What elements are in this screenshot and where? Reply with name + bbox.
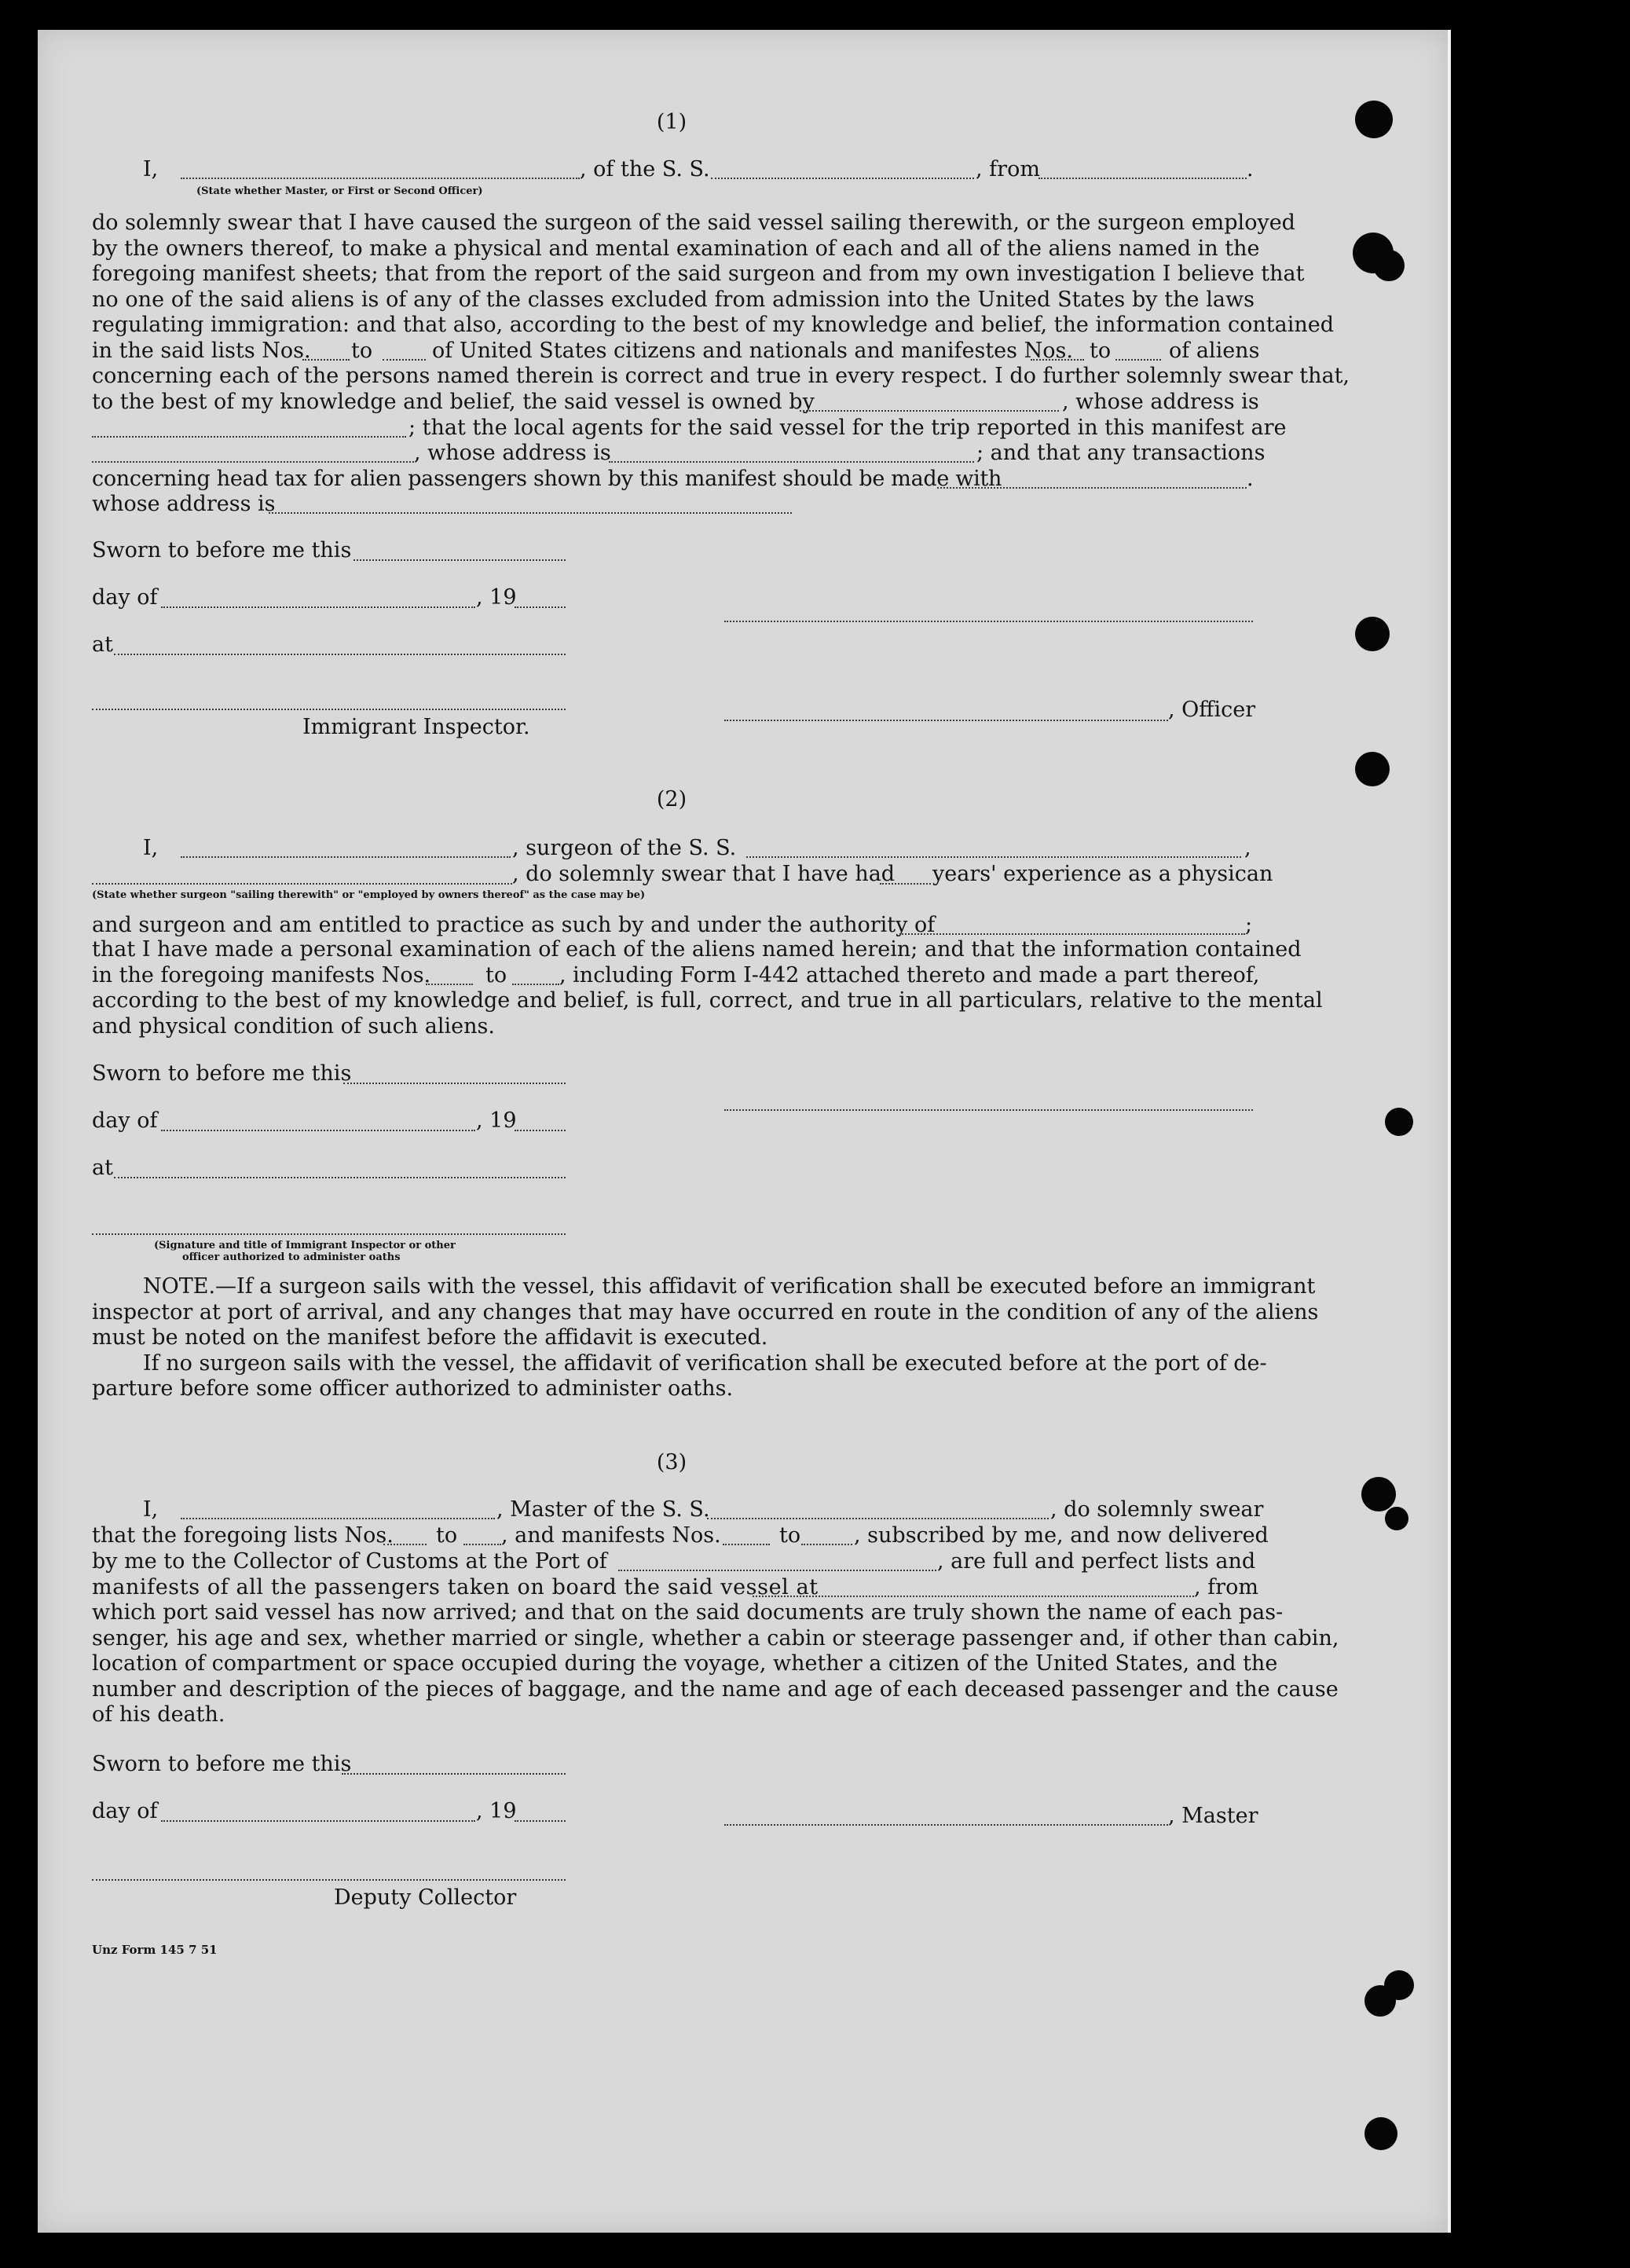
lists-from-field[interactable] — [383, 1544, 427, 1545]
vessel-name-field[interactable] — [711, 178, 974, 179]
oath3-text-line: number and description of the pieces of baggage, and the name and age of each deceased passenger and the cause — [92, 1676, 1339, 1702]
punch-hole — [1373, 250, 1405, 281]
officer-name-field[interactable] — [181, 178, 580, 179]
sworn-label: Sworn to before me this — [92, 1752, 352, 1776]
to-label: to — [1090, 339, 1112, 363]
oath1-from: , from — [976, 157, 1040, 181]
master-of-label: , Master of the S. S. — [496, 1497, 710, 1522]
boarding-port-field[interactable] — [753, 1596, 1194, 1597]
section-3-number: (3) — [656, 1450, 687, 1475]
at-field[interactable] — [114, 654, 566, 655]
punch-hole — [1364, 2117, 1397, 2150]
punch-hole — [1355, 617, 1390, 651]
master-name-field[interactable] — [181, 1518, 495, 1519]
oath2-i: I, — [143, 836, 159, 860]
surgeon-vessel-field[interactable] — [746, 856, 1241, 858]
master-signature-line[interactable] — [724, 1824, 1168, 1826]
at-field[interactable] — [114, 1177, 566, 1178]
section-2-number: (2) — [656, 787, 687, 812]
oath1-text-line: regulating immigration: and that also, according to the best of my knowledge and belief, the information contained — [92, 313, 1335, 337]
owner-label: to the best of my knowledge and belief, the said vessel is owned by — [92, 390, 815, 414]
manifests-to-field[interactable] — [1115, 359, 1161, 361]
surgeon-status-hint: (State whether surgeon "sailing therewith" or "employed by owners thereof" as the case may be) — [92, 889, 646, 901]
sworn-date-field[interactable] — [342, 1773, 566, 1775]
master-label: , Master — [1168, 1804, 1258, 1828]
year-label: , 19 — [476, 1108, 517, 1133]
year-field[interactable] — [515, 1130, 566, 1131]
local-agents-field[interactable] — [92, 461, 414, 463]
lists-nos-label: that the foregoing lists Nos. — [92, 1523, 394, 1548]
whose-address-label: , whose address is — [414, 441, 611, 465]
form-i442-label: , including Form I-442 attached thereto and made a part thereof, — [559, 963, 1260, 987]
head-tax-address-field[interactable] — [269, 512, 792, 514]
sworn-date-field[interactable] — [353, 559, 566, 561]
to-label: to — [779, 1523, 801, 1548]
solemnly-swear-label: , do solemnly swear that I have had — [512, 862, 896, 886]
oath1-text-line: concerning each of the persons named therein is correct and true in every respect. I do further solemnly swear that, — [92, 364, 1350, 388]
owner-field[interactable] — [800, 410, 1059, 412]
surgeon-status-field[interactable] — [92, 883, 512, 885]
to-label: to — [485, 963, 507, 987]
years-experience-label: years' experience as a physican — [932, 862, 1273, 886]
surgeon-of-label: , surgeon of the S. S. — [512, 836, 737, 860]
punch-hole — [1385, 1507, 1408, 1530]
oath3-text-line: location of compartment or space occupied during the voyage, whether a citizen of the United States, and the — [92, 1651, 1278, 1676]
oath1-of-ss: , of the S. S. — [580, 157, 710, 181]
manifests-from-field[interactable] — [723, 1544, 770, 1545]
head-tax-contact-field[interactable] — [937, 487, 1247, 489]
oath3-paragraph — [92, 1600, 1339, 1728]
punch-hole — [1361, 1477, 1396, 1511]
signature-hint-line2: officer authorized to administer oaths — [182, 1251, 401, 1263]
taken-on-board-label: manifests of all the passengers taken on board the said vessel at — [92, 1575, 819, 1599]
officer-rank-hint: (State whether Master, or First or Second Officer) — [196, 185, 483, 197]
agents-address-field[interactable] — [609, 461, 974, 463]
to-label: to — [351, 339, 373, 363]
sworn-date-field[interactable] — [343, 1083, 566, 1084]
note-text-line: If no surgeon sails with the vessel, the affidavit of verification shall be executed before at the port of de- — [143, 1350, 1267, 1376]
authority-semicolon: ; — [1245, 913, 1253, 937]
oath1-period: . — [1247, 157, 1254, 181]
manifest-from-field[interactable] — [426, 984, 473, 985]
at-label: at — [92, 1156, 113, 1180]
oath3-text-line: which port said vessel has now arrived; and that on the said documents are truly shown the name of each pas- — [92, 1600, 1284, 1625]
deputy-collector-label: Deputy Collector — [334, 1885, 517, 1910]
punch-hole — [1355, 101, 1393, 138]
lists-to-field[interactable] — [463, 1544, 501, 1545]
authority-field[interactable] — [899, 933, 1245, 935]
oath2-text-line: that I have made a personal examination of each of the aliens named herein; and that the information contained — [92, 937, 1302, 962]
whose-address-label: , whose address is — [1062, 390, 1259, 414]
oath3-text-line: senger, his age and sex, whether married or single, whether a cabin or steerage passenger and, if other than cabin, — [92, 1625, 1339, 1651]
year-field[interactable] — [515, 1820, 566, 1822]
to-label: to — [436, 1523, 458, 1548]
note-paragraph — [92, 1274, 1319, 1402]
sworn-label: Sworn to before me this — [92, 1061, 352, 1086]
perfect-lists-label: , are full and perfect lists and — [937, 1549, 1256, 1574]
inspector-label: Immigrant Inspector. — [302, 715, 530, 739]
signature-line[interactable] — [724, 621, 1253, 622]
surgeon-signature-line[interactable] — [724, 1109, 1253, 1111]
note-text-line: parture before some officer authorized to administer oaths. — [92, 1376, 734, 1401]
lists-nos-label: in the said lists Nos. — [92, 339, 311, 363]
surgeon-name-field[interactable] — [181, 856, 511, 858]
year-label: , 19 — [476, 585, 517, 610]
manifest-to-field[interactable] — [512, 984, 559, 985]
inspector-signature-line[interactable] — [92, 709, 566, 710]
deputy-signature-line[interactable] — [92, 1879, 566, 1881]
oath1-text-line: do solemnly swear that I have caused the surgeon of the said vessel sailing therewith, or the surgeon employed — [92, 211, 1295, 235]
oath2-text-line: according to the best of my knowledge and belief, is full, correct, and true in all particulars, relative to the mental — [92, 988, 1323, 1013]
head-tax-label: concerning head tax for alien passengers shown by this manifest should be made with — [92, 467, 1002, 491]
note-text-line: must be noted on the manifest before the affidavit is executed. — [92, 1325, 768, 1350]
signature-hint-line1: (Signature and title of Immigrant Inspector or other — [154, 1240, 456, 1251]
sworn-label: Sworn to before me this — [92, 538, 352, 562]
from-label: , from — [1194, 1575, 1258, 1599]
manifests-to-field[interactable] — [801, 1544, 852, 1545]
lists-from-field[interactable] — [302, 359, 350, 361]
day-of-label: day of — [92, 1108, 158, 1133]
oath1-text-line: by the owners thereof, to make a physical and mental examination of each and all of the aliens named in the — [92, 236, 1260, 261]
at-label: at — [92, 632, 113, 657]
form-number: Unz Form 145 7 51 — [92, 1943, 218, 1957]
oath1-paragraph-cont — [92, 364, 1350, 390]
local-agents-label: ; that the local agents for the said vessel for the trip reported in this manifest are — [408, 416, 1287, 440]
authorized-officer-signature-line[interactable] — [92, 1233, 566, 1235]
oath2-comma: , — [1244, 836, 1251, 860]
collector-label: by me to the Collector of Customs at the Port of — [92, 1549, 607, 1574]
lists-to-field[interactable] — [383, 359, 426, 361]
transactions-label: ; and that any transactions — [976, 441, 1266, 465]
solemnly-swear-label: , do solemnly swear — [1050, 1497, 1264, 1522]
citizens-label: of United States citizens and nationals and manifestes Nos. — [432, 339, 1073, 363]
head-tax-period: . — [1247, 467, 1254, 491]
of-aliens-label: of aliens — [1169, 339, 1260, 363]
year-label: , 19 — [476, 1799, 517, 1823]
officer-label: , Officer — [1168, 698, 1256, 722]
years-experience-field[interactable] — [880, 883, 931, 885]
oath1-text-line: no one of the said aliens is of any of the classes excluded from admission into the United States by the laws — [92, 287, 1255, 312]
oath2-paragraph-cont — [92, 988, 1323, 1039]
owner-address-field[interactable] — [92, 436, 406, 438]
manifests-nos-label: , and manifests Nos. — [501, 1523, 721, 1548]
master-vessel-field[interactable] — [707, 1518, 1049, 1519]
officer-signature-line[interactable] — [724, 720, 1168, 721]
day-of-field[interactable] — [161, 1820, 475, 1822]
day-of-field[interactable] — [161, 606, 475, 608]
manifests-nos-label: in the foregoing manifests Nos. — [92, 963, 431, 987]
port-field[interactable] — [618, 1570, 936, 1571]
oath2-text-line: and physical condition of such aliens. — [92, 1013, 495, 1039]
oath2-paragraph — [92, 937, 1302, 963]
whose-address-label: whose address is — [92, 492, 276, 516]
oath1-text-line: foregoing manifest sheets; that from the report of the said surgeon and from my own investigation I believe that — [92, 262, 1305, 286]
punch-hole — [1355, 752, 1390, 786]
punch-hole — [1364, 1985, 1396, 2017]
year-field[interactable] — [515, 606, 566, 608]
manifests-from-field[interactable] — [1031, 359, 1084, 361]
origin-port-field[interactable] — [1038, 178, 1247, 179]
day-of-label: day of — [92, 1799, 158, 1823]
day-of-label: day of — [92, 585, 158, 610]
oath3-i: I, — [143, 1497, 159, 1522]
oath1-i: I, — [143, 157, 159, 181]
note-text-line: inspector at port of arrival, and any changes that may have occurred en route in the condition of any of the aliens — [92, 1299, 1319, 1325]
punch-hole — [1385, 1108, 1413, 1136]
section-1-number: (1) — [656, 110, 687, 134]
oath1-paragraph — [92, 211, 1335, 339]
subscribed-label: , subscribed by me, and now delivered — [854, 1523, 1269, 1548]
note-text-line: NOTE.—If a surgeon sails with the vessel, this affidavit of verification shall be executed before an immigrant — [143, 1274, 1316, 1299]
authority-label: and surgeon and am entitled to practice as such by and under the authority of — [92, 913, 936, 937]
day-of-field[interactable] — [161, 1130, 475, 1131]
oath3-text-line: of his death. — [92, 1702, 225, 1727]
